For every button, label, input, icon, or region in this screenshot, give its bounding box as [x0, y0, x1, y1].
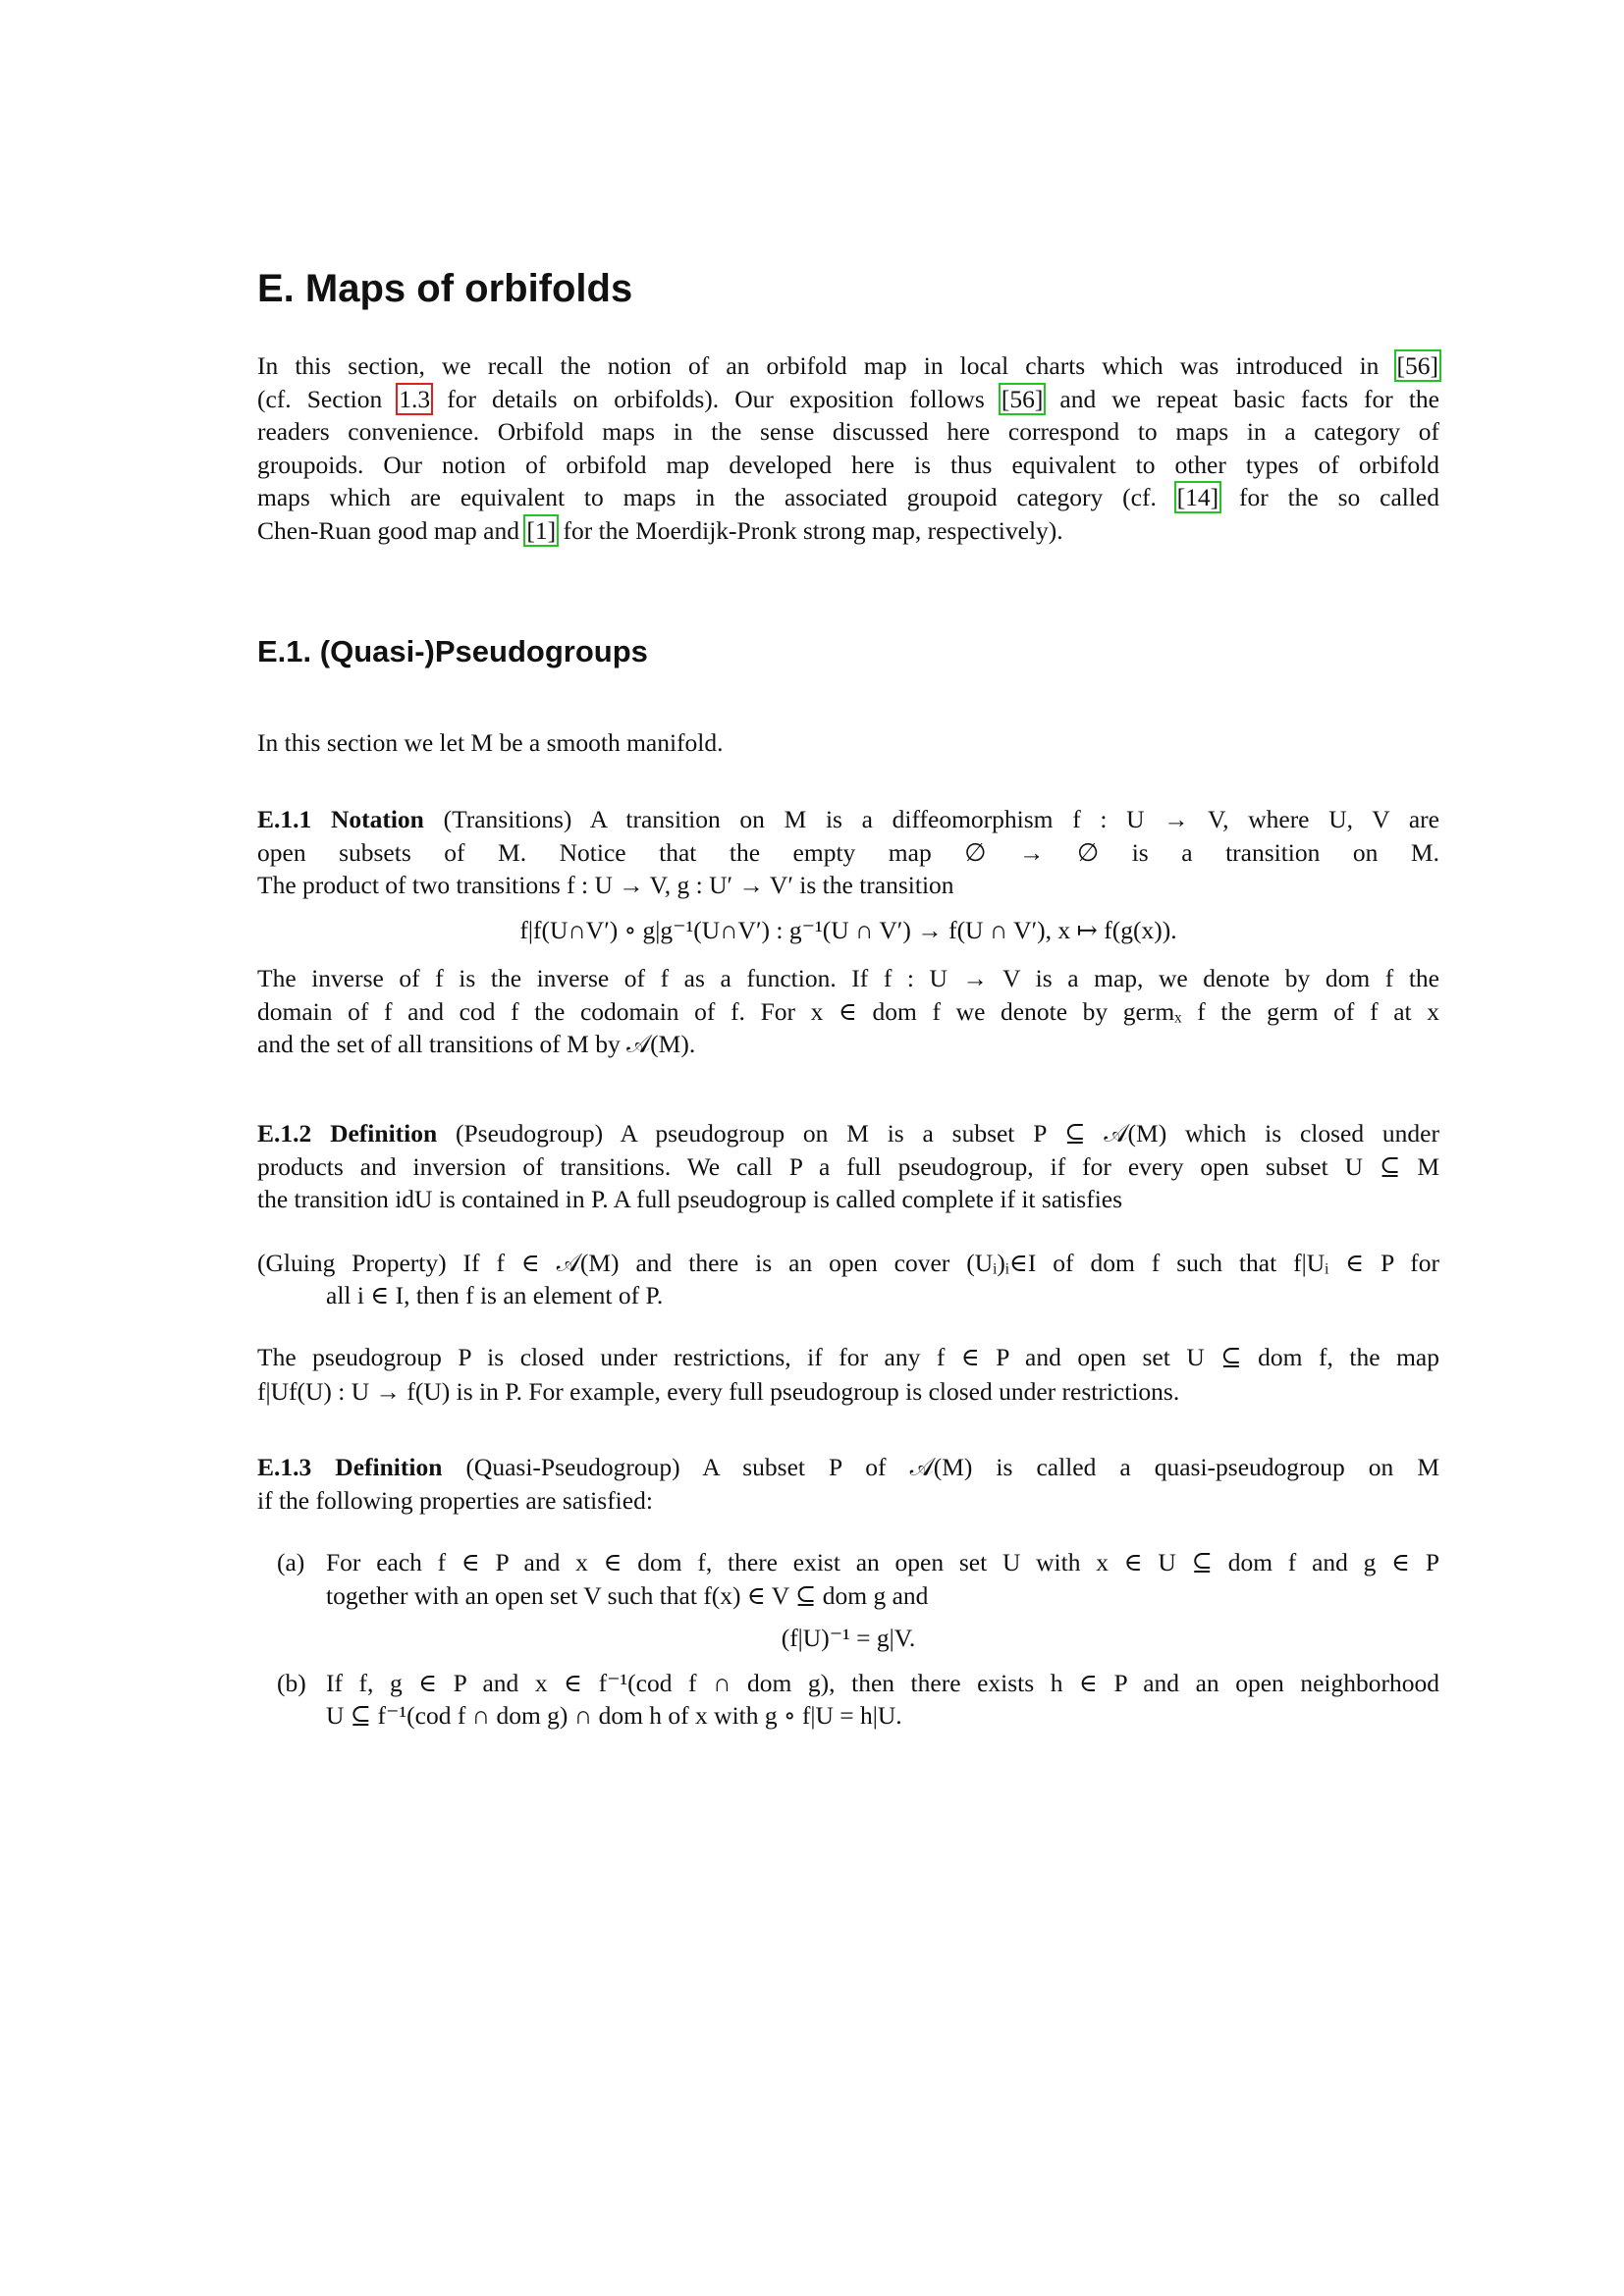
intro-line-6: Chen-Ruan good map and [1] for the Moerdijk-Pronk strong map, respectively).: [257, 515, 1063, 545]
inverse-formula: (f|U)⁻¹ = g|V.: [781, 1624, 916, 1652]
definition-e112-line-3: the transition idU is contained in P. A full pseudogroup is called complete if it satisfies: [257, 1185, 1123, 1213]
citation-link[interactable]: [56]: [1396, 351, 1438, 380]
closed-restrictions-line-1: The pseudogroup P is closed under restrictions, if for any f ∈ P and open set U ⊆ dom f, the map: [257, 1342, 1439, 1371]
citation-link[interactable]: [14]: [1176, 483, 1219, 511]
closed-restrictions-line-2: f|Uf(U) : U → f(U) is in P. For example, every full pseudogroup is closed under restrictions.: [257, 1377, 1180, 1406]
notation-line-3: The product of two transitions f : U → V, g : U′ → V′ is the transition: [257, 871, 954, 899]
definition-e113-line-2: if the following properties are satisfied:: [257, 1485, 653, 1515]
notation-e111: [257, 803, 1439, 1061]
definition-e113: [257, 1451, 1439, 1733]
notation-after-1: The inverse of f is the inverse of f as a function. If f : U → V is a map, we denote by dom f the: [257, 964, 1439, 992]
subsection-intro: In this section we let M be a smooth manifold.: [257, 728, 724, 757]
definition-e112: [257, 1117, 1439, 1409]
item-a-label: (a): [277, 1548, 305, 1576]
intro-line-1: In this section, we recall the notion of an orbifold map in local charts which was introduced in [56]: [257, 351, 1438, 380]
section-intro: [257, 349, 1439, 547]
item-b-line-1: If f, g ∈ P and x ∈ f⁻¹(cod f ∩ dom g), then there exists h ∈ P and an open neighborhood: [326, 1668, 1439, 1697]
item-a-line-2: together with an open set V such that f(x) ∈ V ⊆ dom g and: [326, 1580, 929, 1610]
intro-line-2: (cf. Section 1.3 for details on orbifolds). Our exposition follows [56] and we repeat basic facts for the: [257, 384, 1439, 413]
definition-label: E.1.2 Definition: [257, 1119, 438, 1148]
section-title: E. Maps of orbifolds: [257, 267, 633, 310]
notation-after-3: and the set of all transitions of M by 𝒜(M).: [257, 1030, 696, 1058]
definition-e113-line-1: E.1.3 Definition (Quasi-Pseudogroup) A subset P of 𝒜(M) is called a quasi-pseudogroup on M: [257, 1453, 1440, 1481]
notation-line-2: open subsets of M. Notice that the empty map ∅ → ∅ is a transition on M.: [257, 837, 1439, 867]
section-reference-link[interactable]: 1.3: [399, 384, 431, 413]
definition-e112-line-1: E.1.2 Definition (Pseudogroup) A pseudogroup on M is a subset P ⊆ 𝒜(M) which is closed under: [257, 1119, 1439, 1148]
definition-e112-line-2: products and inversion of transitions. We call P a full pseudogroup, if for every open subset U ⊆ M: [257, 1151, 1439, 1181]
intro-line-4: groupoids. Our notion of orbifold map developed here is thus equivalent to other types of orbifold: [257, 450, 1439, 479]
citation-link[interactable]: [1]: [526, 515, 557, 545]
notation-label: E.1.1 Notation: [257, 805, 424, 833]
gluing-property-line-2: all i ∈ I, then f is an element of P.: [326, 1281, 664, 1309]
intro-line-5: maps which are equivalent to maps in the associated groupoid category (cf. [14] for the so called: [257, 483, 1439, 511]
notation-line-1: E.1.1 Notation (Transitions) A transition on M is a diffeomorphism f : U → V, where U, V are: [257, 805, 1439, 833]
item-b-label: (b): [277, 1668, 306, 1697]
item-b: [257, 1667, 1439, 1733]
item-b-line-2: U ⊆ f⁻¹(cod f ∩ dom g) ∩ dom h of x with g ∘ f|U = h|U.: [326, 1701, 902, 1730]
subsection-title: E.1. (Quasi-)Pseudogroups: [257, 634, 648, 668]
citation-link[interactable]: [56]: [1001, 384, 1044, 413]
gluing-property-line-1: (Gluing Property) If f ∈ 𝒜(M) and there is an open cover (Uᵢ)ᵢ∈I of dom f such that f|Uᵢ ∈ P for: [257, 1248, 1439, 1277]
intro-line-3: readers convenience. Orbifold maps in the sense discussed here correspond to maps in a category of: [257, 417, 1439, 446]
item-a: [257, 1546, 1439, 1655]
definition-label: E.1.3 Definition: [257, 1453, 443, 1481]
product-formula: f|f(U∩V′) ∘ g|g⁻¹(U∩V′) : g⁻¹(U ∩ V′) → f(U ∩ V′), x ↦ f(g(x)).: [519, 915, 1177, 944]
item-a-line-1: For each f ∈ P and x ∈ dom f, there exist an open set U with x ∈ U ⊆ dom f and g ∈ P: [326, 1548, 1439, 1576]
notation-after-2: domain of f and cod f the codomain of f. For x ∈ dom f we denote by germₓ f the germ of f at x: [257, 996, 1439, 1026]
